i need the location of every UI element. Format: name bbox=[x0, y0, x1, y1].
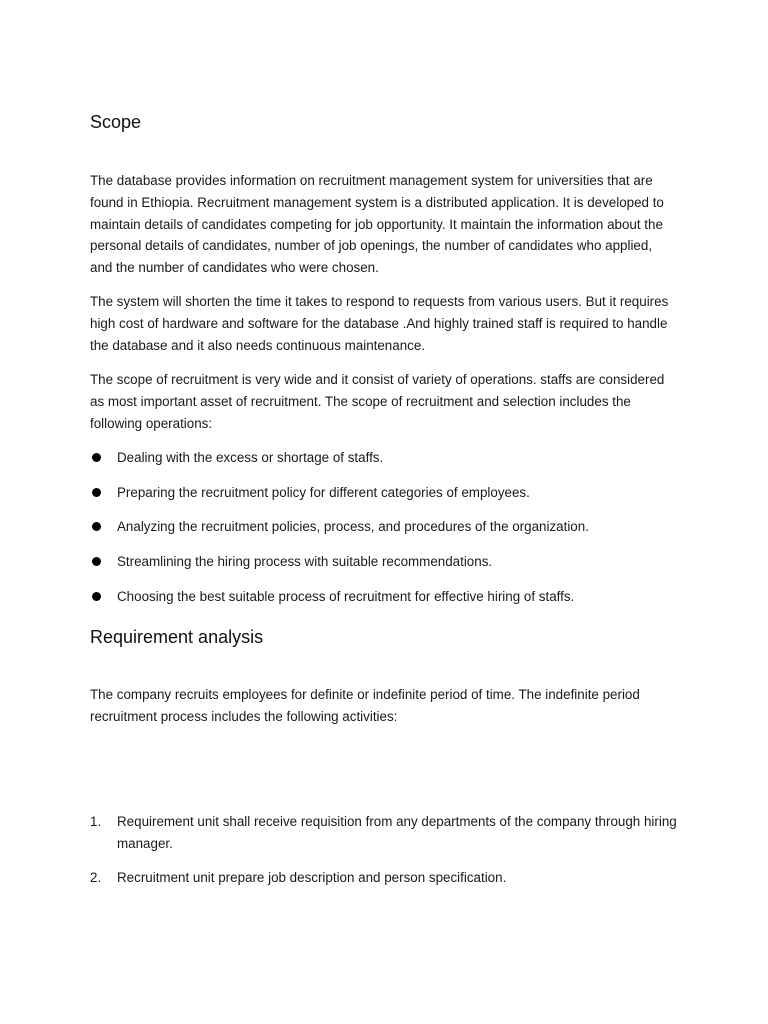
list-item bbox=[90, 516, 690, 551]
list-item-text: Choosing the best suitable process of recruitment for effective hiring of staffs. bbox=[117, 588, 575, 604]
list-item-number: 1. bbox=[90, 814, 102, 829]
bullet-icon bbox=[92, 453, 101, 462]
scope-paragraph-1: The database provides information on recruitment management system for universities that are found in Ethiopia. Recruitment management system is a distributed application. It is developed to maintain details of candidates competing for job opportunity. It maintain the information about the personal details of candidates, number of job openings, the number of candidates who applied, and the number of candidates who were chosen. bbox=[90, 173, 664, 276]
list-item bbox=[90, 551, 690, 586]
scope-operations-list bbox=[90, 447, 690, 620]
list-item-text: Streamlining the hiring process with suitable recommendations. bbox=[117, 554, 493, 570]
scope-paragraph-3: The scope of recruitment is very wide and it consist of variety of operations. staffs are considered as most important asset of recruitment. The scope of recruitment and selection includes the following operations: bbox=[90, 372, 665, 431]
list-item bbox=[90, 586, 690, 621]
bullet-icon bbox=[92, 522, 101, 531]
scope-paragraph-2: The system will shorten the time it takes to respond to requests from various users. But it requires high cost of hardware and software for the database .And highly trained staff is required to handle the database and it also needs continuous maintenance. bbox=[90, 294, 669, 353]
list-item-text: Analyzing the recruitment policies, process, and procedures of the organization. bbox=[117, 519, 589, 535]
bullet-icon bbox=[92, 592, 101, 601]
requirement-analysis-heading: Requirement analysis bbox=[90, 627, 264, 647]
bullet-icon bbox=[92, 488, 101, 497]
list-item bbox=[90, 447, 690, 482]
requirement-paragraph: The company recruits employees for definite or indefinite period of time. The indefinite period recruitment process includes the following activities: bbox=[90, 687, 640, 724]
recruitment-steps-list bbox=[90, 811, 680, 900]
list-item-text: Requirement unit shall receive requisition from any departments of the company through hiring manager. bbox=[117, 814, 677, 851]
scope-heading: Scope bbox=[90, 112, 142, 132]
list-item-text: Recruitment unit prepare job description and person specification. bbox=[117, 869, 507, 885]
bullet-icon bbox=[92, 557, 101, 566]
list-item bbox=[90, 811, 680, 855]
list-item bbox=[90, 482, 690, 517]
list-item-text: Preparing the recruitment policy for different categories of employees. bbox=[117, 484, 530, 500]
list-item bbox=[90, 867, 680, 889]
list-item-text: Dealing with the excess or shortage of staffs. bbox=[117, 450, 384, 465]
list-item-number: 2. bbox=[90, 869, 102, 885]
